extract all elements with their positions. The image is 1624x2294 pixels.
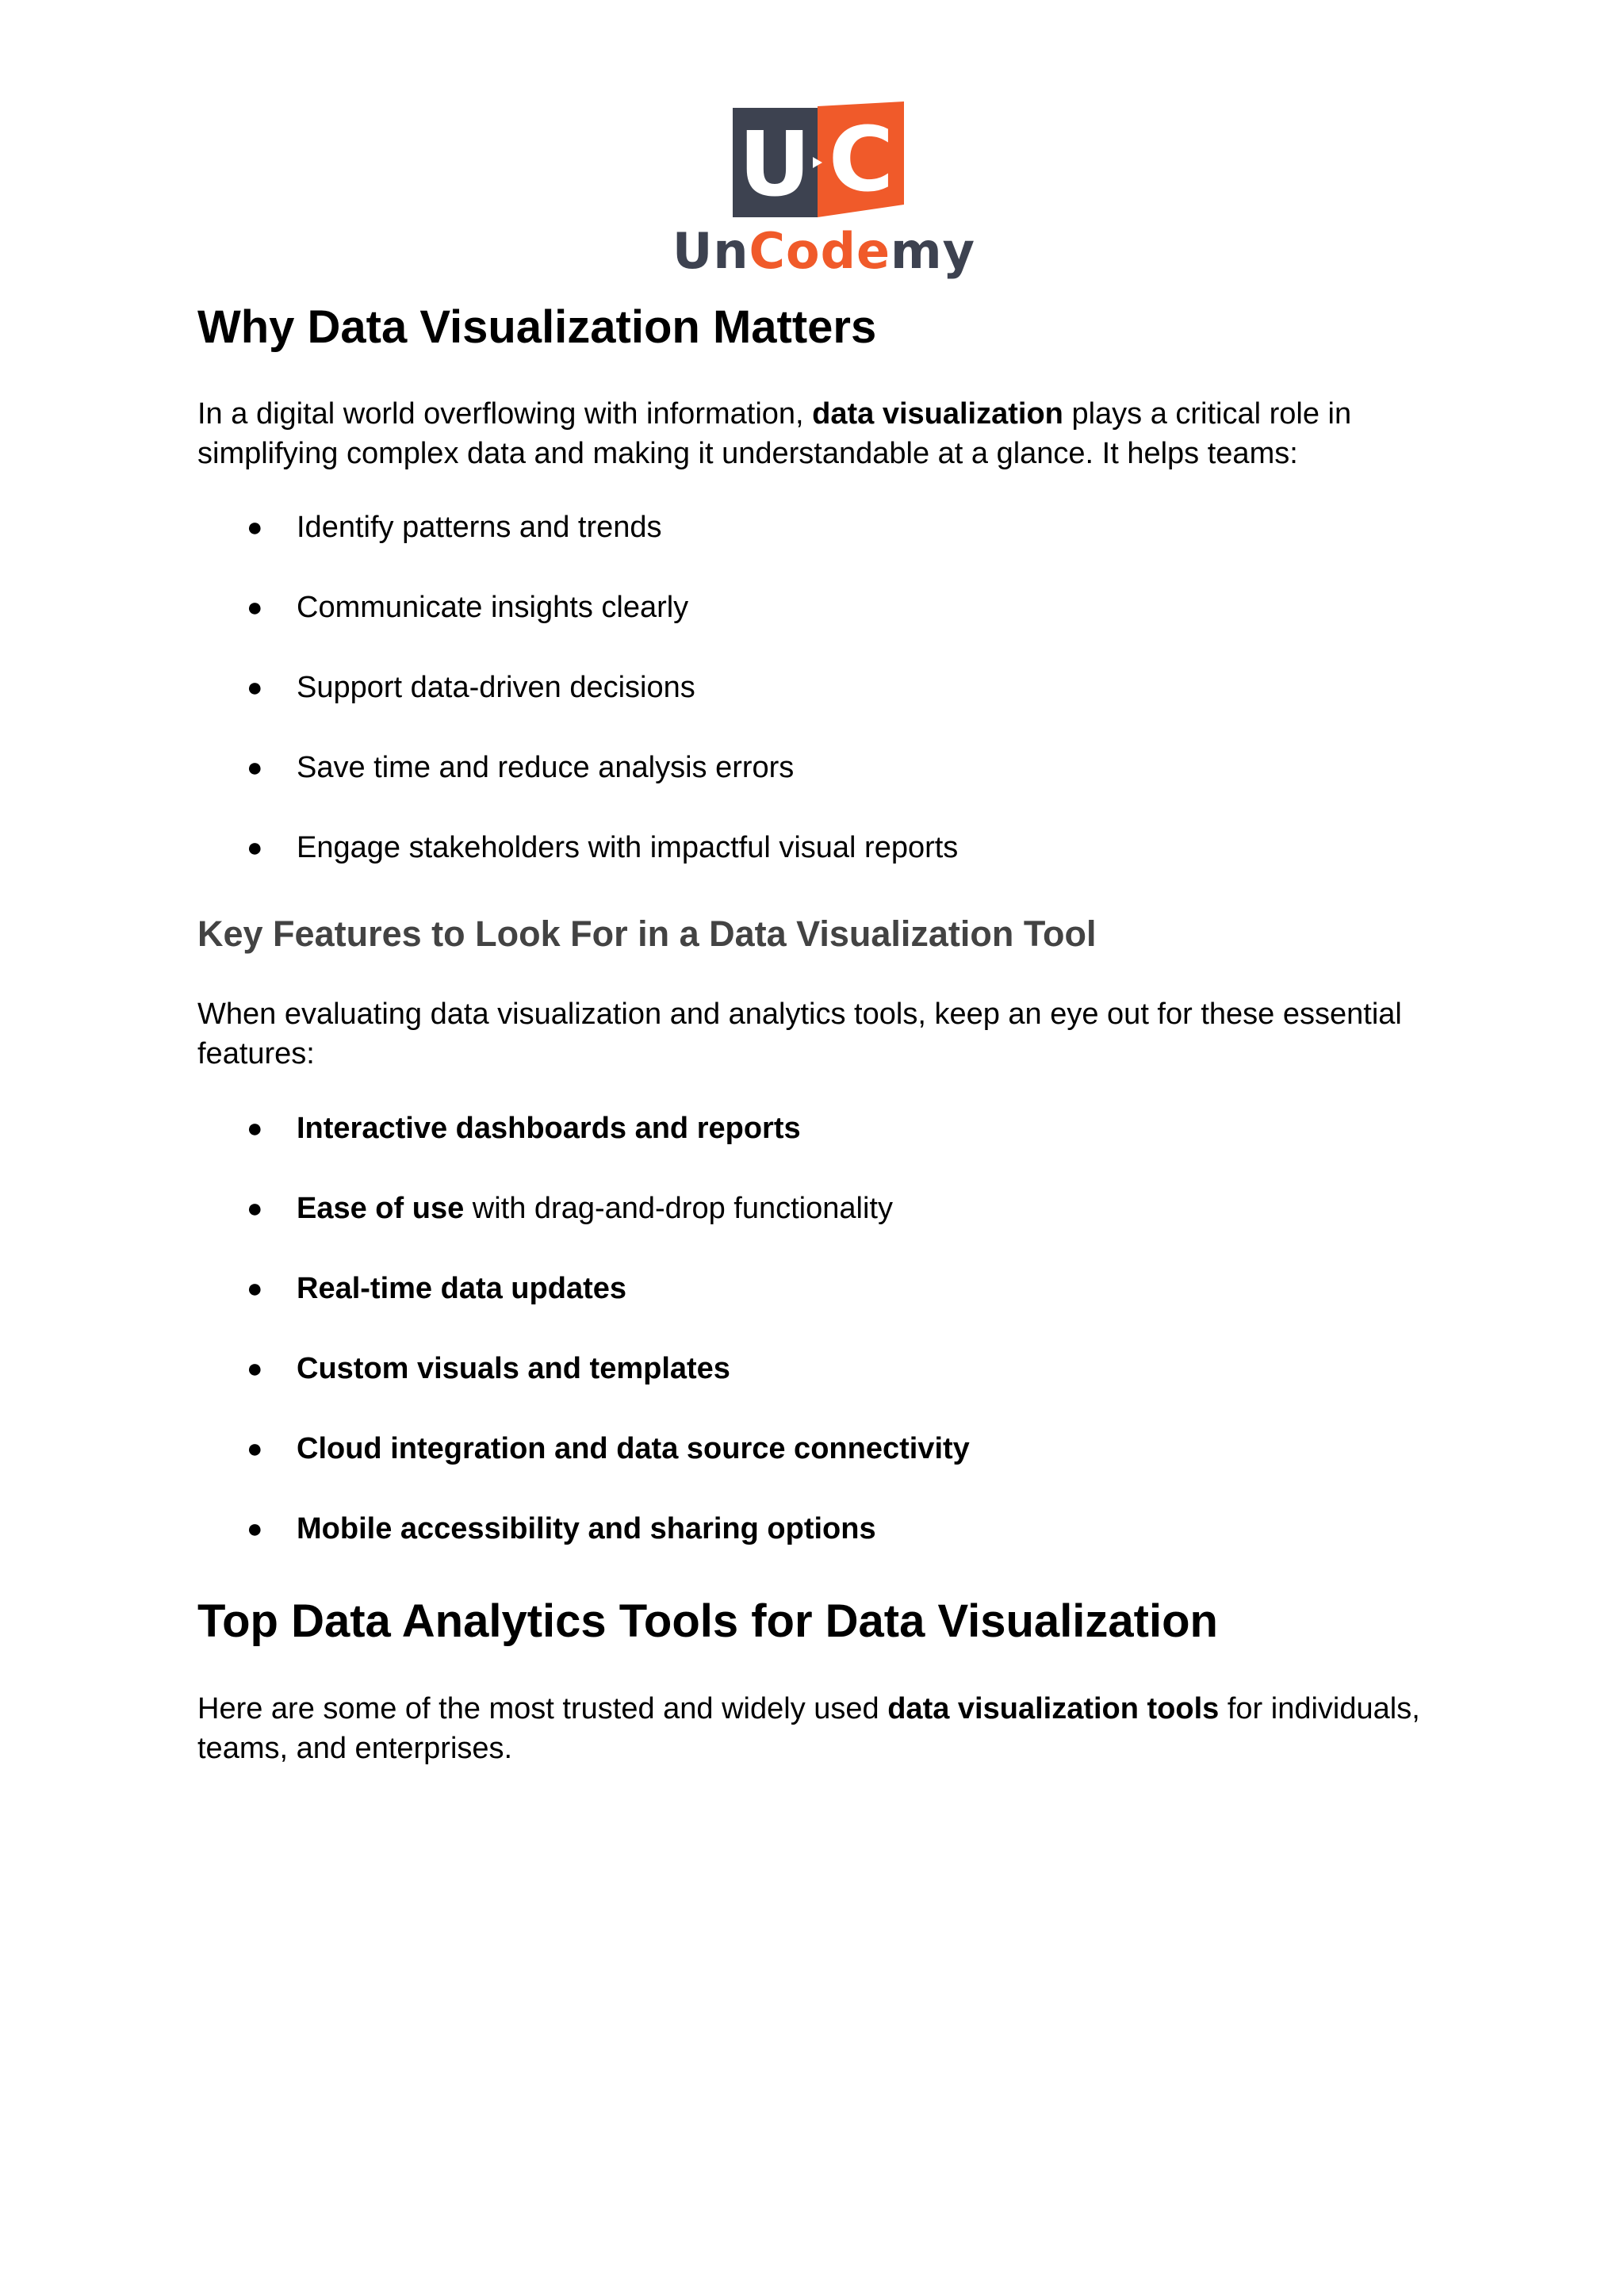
list-item: ● Custom visuals and templates xyxy=(247,1352,730,1385)
logo-letter-c: C xyxy=(828,109,894,212)
list-item: ● Real-time data updates xyxy=(247,1272,626,1305)
list-item: ● Support data-driven decisions xyxy=(247,671,695,704)
list-item: ● Interactive dashboards and reports xyxy=(247,1112,801,1145)
list-item: ● Engage stakeholders with impactful visual reports xyxy=(247,831,959,864)
section2-intro: When evaluating data visualization and analytics tools, keep an eye out for these essential features: xyxy=(197,998,1402,1070)
list-item: ● Mobile accessibility and sharing options xyxy=(247,1512,876,1545)
heading-top-data-analytics-tools: Top Data Analytics Tools for Data Visualization xyxy=(197,1595,1218,1647)
list-item: ● Cloud integration and data source connectivity xyxy=(247,1432,970,1465)
uncodemy-logo xyxy=(672,101,976,285)
list-item: ● Ease of use with drag-and-drop functionality xyxy=(247,1192,893,1225)
logo-mark xyxy=(672,101,958,220)
logo-letter-u: U xyxy=(738,113,811,216)
section3-intro: Here are some of the most trusted and widely used data visualization tools for individuals, teams, and enterprises. xyxy=(197,1692,1420,1765)
section2-bullet-list xyxy=(197,1109,1434,1589)
section1-bullet-list xyxy=(197,507,1434,908)
heading-why-data-visualization: Why Data Visualization Matters xyxy=(197,301,877,353)
list-item: ● Identify patterns and trends xyxy=(247,511,662,544)
heading-key-features: Key Features to Look For in a Data Visualization Tool xyxy=(197,913,1097,954)
list-item: ● Save time and reduce analysis errors xyxy=(247,751,795,784)
section1-intro: In a digital world overflowing with information, data visualization plays a critical role in simplifying complex data and making it understandable at a glance. It helps teams: xyxy=(197,397,1352,470)
list-item: ● Communicate insights clearly xyxy=(247,591,689,624)
logo-wordmark: UnCodemy xyxy=(672,222,976,280)
